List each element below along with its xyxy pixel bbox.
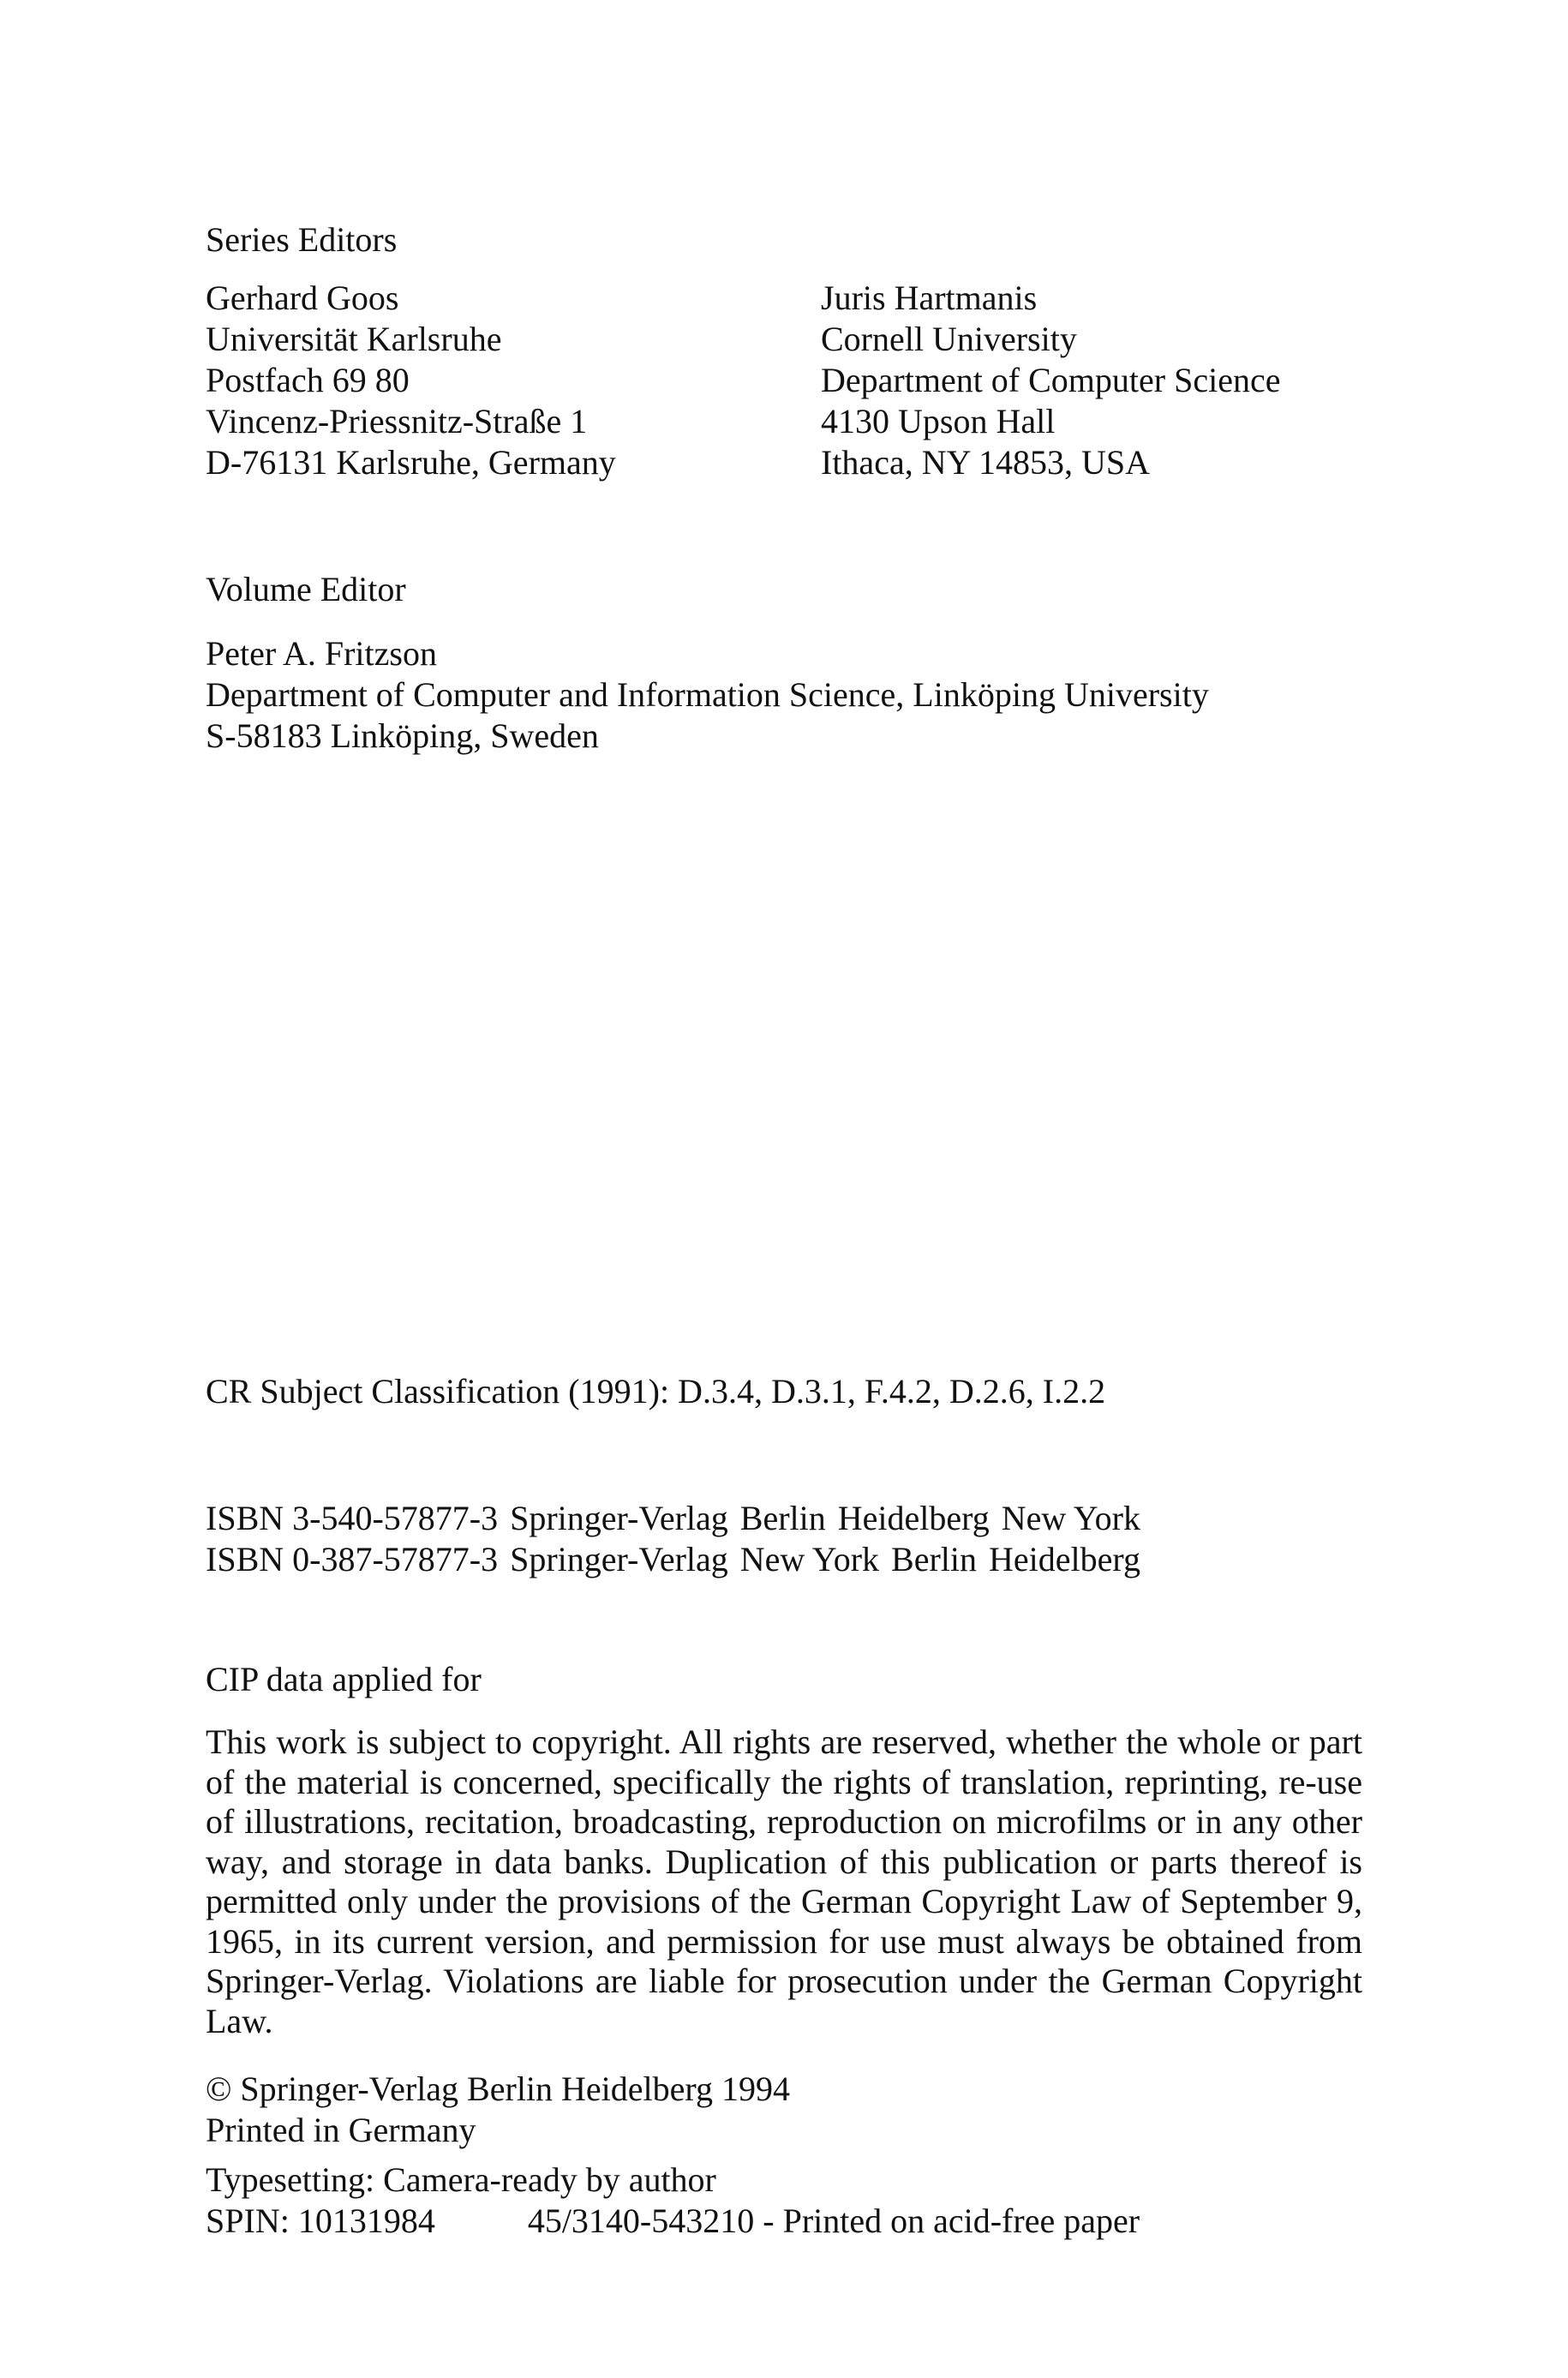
editor-left-line: Postfach 69 80 — [206, 361, 410, 399]
isbn-row — [206, 1539, 1152, 1580]
isbn-number: ISBN 0-387-57877-3 — [206, 1540, 499, 1578]
editor-left-line: Universität Karlsruhe — [206, 320, 502, 358]
notice-line: permitted only under the provisions of the German Copyright Law of September 9, — [206, 1882, 1362, 1920]
spin-details: 45/3140-543210 - Printed on acid-free paper — [527, 2201, 1140, 2240]
isbn-number: ISBN 3-540-57877-3 — [206, 1499, 499, 1537]
classification-text: CR Subject Classification (1991): D.3.4, D.3.1, F.4.2, D.2.6, I.2.2 — [206, 1372, 1106, 1411]
isbn-place: New York — [739, 1540, 880, 1578]
editor-left-line: D-76131 Karlsruhe, Germany — [206, 443, 616, 482]
notice-line: 1965, in its current version, and permission for use must always be obtained from — [206, 1921, 1362, 1961]
isbn-publisher: Springer-Verlag — [510, 1499, 728, 1537]
editor-right-line: 4130 Upson Hall — [821, 402, 1056, 440]
cip-text: CIP data applied for — [206, 1660, 482, 1698]
isbn-publisher: Springer-Verlag — [510, 1540, 728, 1578]
editor-left-line: Vincenz-Priessnitz-Straße 1 — [206, 402, 588, 440]
notice-line: Law. — [206, 2001, 273, 2040]
editor-right-line: Cornell University — [821, 320, 1077, 358]
editor-right-line: Ithaca, NY 14853, USA — [821, 443, 1151, 482]
notice-line: Springer-Verlag. Violations are liable for prosecution under the German Copyright — [206, 1962, 1362, 2000]
volume-editor-line: Department of Computer and Information Science, Linköping University — [206, 675, 1209, 714]
copyright-block — [206, 2069, 790, 2151]
isbn-place: Heidelberg — [837, 1499, 990, 1537]
isbn-row — [206, 1498, 1152, 1539]
printed-in-line: Printed in Germany — [206, 2111, 476, 2149]
spin-line — [206, 2201, 1140, 2242]
notice-line: of illustrations, recitation, broadcasting, reproduction on microfilms or in any other — [206, 1802, 1362, 1841]
series-editor-right — [821, 278, 1280, 483]
copyright-line: © Springer-Verlag Berlin Heidelberg 1994 — [206, 2070, 791, 2108]
volume-editor-line: S-58183 Linköping, Sweden — [206, 716, 599, 755]
typesetting-line: Typesetting: Camera-ready by author — [206, 2160, 716, 2199]
isbn-place: Berlin — [891, 1540, 977, 1578]
isbn-place: New York — [1001, 1499, 1140, 1537]
isbn-list — [206, 1498, 1152, 1580]
series-editors-title: Series Editors — [206, 220, 398, 259]
production-block — [206, 2159, 1140, 2242]
isbn-place: Berlin — [739, 1499, 826, 1537]
series-editors-heading — [206, 219, 397, 261]
volume-editor-line: Peter A. Fritzson — [206, 634, 437, 673]
series-editor-left — [206, 278, 616, 483]
volume-editor-title: Volume Editor — [206, 570, 406, 608]
isbn-place: Heidelberg — [989, 1540, 1140, 1578]
cr-subject-classification — [206, 1371, 1105, 1412]
cip-note — [206, 1659, 482, 1700]
editor-right-line: Department of Computer Science — [821, 361, 1281, 399]
editor-right-line: Juris Hartmanis — [821, 279, 1038, 317]
notice-line: way, and storage in data banks. Duplication of this publication or parts thereof is — [206, 1842, 1362, 1881]
spin-number: SPIN: 10131984 — [206, 2201, 435, 2240]
notice-line: of the material is concerned, specifically the rights of translation, reprinting, re-use — [206, 1762, 1362, 1801]
volume-editor-heading — [206, 569, 406, 610]
copyright-notice — [206, 1722, 1362, 2041]
notice-line: This work is subject to copyright. All rights are reserved, whether the whole or part — [206, 1722, 1362, 1761]
volume-editor-address — [206, 633, 1209, 757]
editor-left-line: Gerhard Goos — [206, 279, 399, 317]
